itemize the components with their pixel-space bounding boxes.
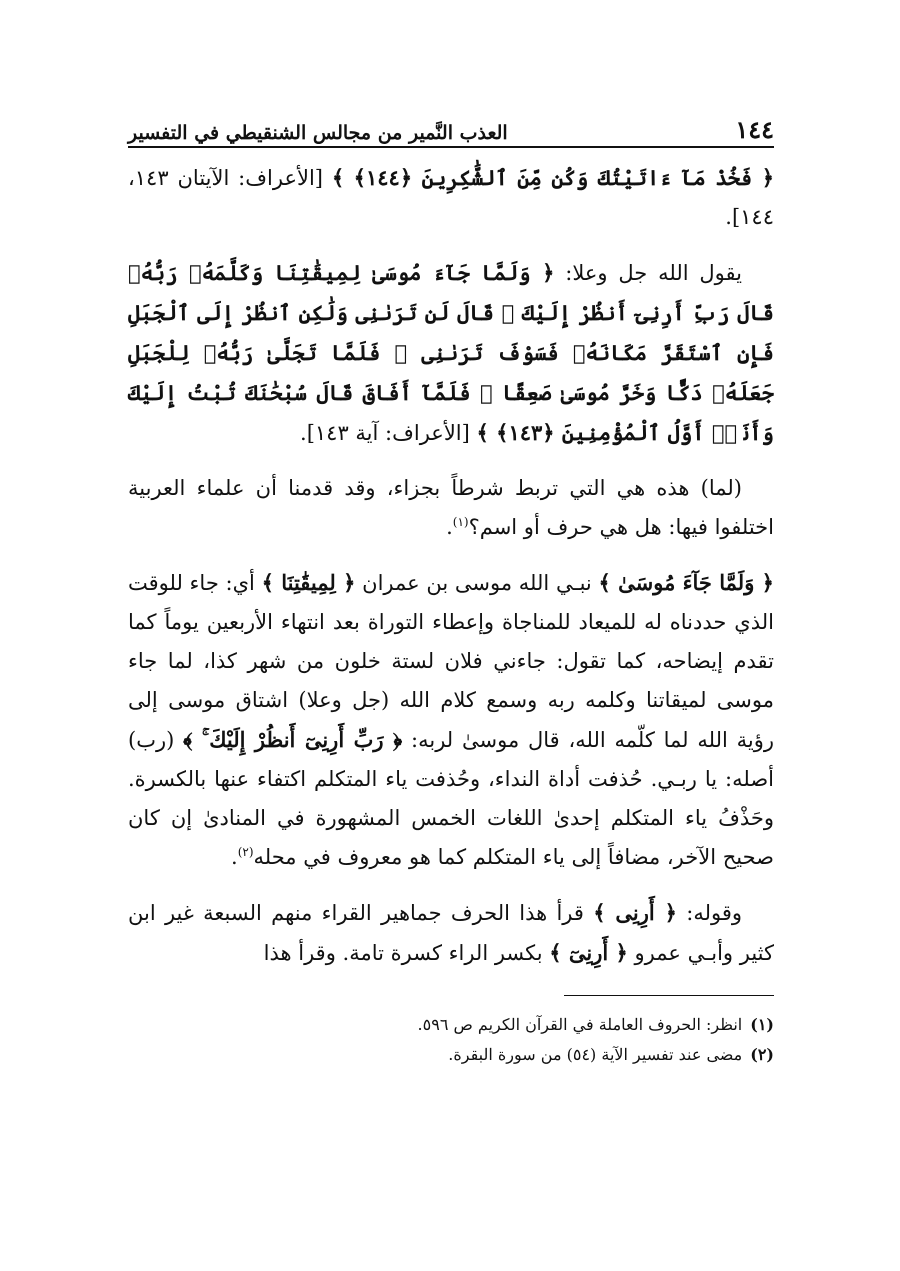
body-text: (لما) هذه هي التي تربط شرطاً بجزاء، وقد قدمنا أن علماء العربية اختلفوا فيها: هل هي حرف أو اسم؟ bbox=[128, 476, 774, 539]
body-text: قرأ هذا الحرف جماهير القراء منهم السبعة غير ابن كثير وأبـي عمرو bbox=[128, 901, 774, 965]
paragraph-lamma bbox=[128, 469, 774, 547]
body-text: أي: جاء للوقت الذي حددناه له للميعاد للمناجاة وإعطاء التوراة بعد انتهاء الأربعين يوماً كما تقدم إيضاحه، كما تقول: جاءني فلان لستة خلون من شهر كذا، لما جاء موسى لميقاتنا وكلمه ربه وسمع كلام الله (جل وعلا) اشتاق موسى إلى رؤية الله لما كلّمه الله، قال موسىٰ لربه: bbox=[128, 571, 774, 752]
paragraph-verse-end bbox=[128, 158, 774, 237]
verse-citation: [الأعراف: الآيتان ١٤٣، ١٤٤]. bbox=[128, 166, 774, 229]
footnote-ref-2: (٢) bbox=[237, 845, 254, 859]
footnote-1 bbox=[128, 1010, 774, 1040]
body-text: وقوله: bbox=[676, 901, 743, 925]
quran-verse: ﴿ رَبِّ أَرِنِىٓ أَنظُرْ إِلَيْكَ ۚ ﴾ bbox=[183, 727, 403, 752]
paragraph-explanation bbox=[128, 563, 774, 877]
paragraph-main-verse bbox=[128, 253, 774, 453]
quran-verse: ﴿ أَرِنِىٓ ﴾ bbox=[549, 940, 628, 965]
paragraph-qiraat bbox=[128, 893, 774, 973]
intro-text: يقول الله جل وعلا: bbox=[554, 261, 742, 285]
footnote-2 bbox=[128, 1040, 774, 1070]
quran-verse: ﴿ فَخُذْ مَآ ءَاتَيْتُكَ وَكُن مِّنَ ٱلشَّٰكِرِينَ ﴿١٤٤﴾ ﴾ bbox=[331, 165, 775, 190]
quran-verse: ﴿ لِمِيقَٰتِنَا ﴾ bbox=[261, 570, 356, 595]
footnote-separator-holder bbox=[128, 973, 774, 996]
footnote-number: (١) bbox=[750, 1015, 774, 1034]
body-text: (رب) أصله: يا ربـي. حُذفت أداة النداء، وحُذفت ياء المتكلم اكتفاء عنها بالكسرة. وحَذْفُ ياء المتكلم إحدىٰ اللغات الخمس المشهورة في المنادىٰ إن كان صحيح الآخر، مضافاً إلى ياء المتكلم كما هو معروف في محله bbox=[128, 728, 774, 869]
footnote-ref-1: (١) bbox=[452, 515, 469, 529]
footnote-text: انظر: الحروف العاملة في القرآن الكريم ص ٥٩٦. bbox=[417, 1015, 743, 1034]
footnotes bbox=[128, 1010, 774, 1070]
footnote-text: مضى عند تفسير الآية (٥٤) من سورة البقرة. bbox=[448, 1045, 743, 1064]
quran-verse: ﴿ وَلَمَّا جَآءَ مُوسَىٰ ﴾ bbox=[598, 570, 774, 595]
book-page bbox=[128, 108, 774, 1070]
footnote-separator bbox=[564, 995, 774, 996]
running-title: العذب النَّمير من مجالس الشنقيطي في التفسير bbox=[128, 122, 508, 144]
quran-verse: ﴿ أَرِنِى ﴾ bbox=[593, 900, 677, 925]
page-body bbox=[128, 158, 774, 973]
page-number: ١٤٤ bbox=[735, 115, 774, 144]
quran-verse: ﴿ وَلَمَّا جَآءَ مُوسَىٰ لِمِيقَٰتِنَا وَكَلَّمَهُۥ رَبُّهُۥ قَالَ رَبِّ أَرِنِىٓ أَنظُرْ إِلَيْكَ ۚ قَالَ لَن تَرَىٰنِى وَلَٰكِنِ ٱنظُرْ إِلَى ٱلْجَبَلِ فَإِنِ ٱسْتَقَرَّ مَكَانَهُۥ فَسَوْفَ تَرَىٰنِى ۚ فَلَمَّا تَجَلَّىٰ رَبُّهُۥ لِلْجَبَلِ جَعَلَهُۥ دَكًّا وَخَرَّ مُوسَىٰ صَعِقًا ۚ فَلَمَّآ أَفَاقَ قَالَ سُبْحَٰنَكَ تُبْتُ إِلَيْكَ وَأَنَا۠ أَوَّلُ ٱلْمُؤْمِنِينَ ﴿١٤٣﴾ ﴾ bbox=[128, 260, 774, 445]
body-text: . bbox=[231, 845, 238, 869]
verse-citation: [الأعراف: آية ١٤٣]. bbox=[300, 421, 477, 445]
body-text: . bbox=[446, 515, 453, 539]
footnote-number: (٢) bbox=[750, 1045, 774, 1064]
body-text: بكسر الراء كسرة تامة. وقرأ هذا bbox=[263, 941, 550, 965]
page-header bbox=[128, 108, 774, 148]
body-text: نبـي الله موسى بن عمران bbox=[355, 571, 599, 595]
